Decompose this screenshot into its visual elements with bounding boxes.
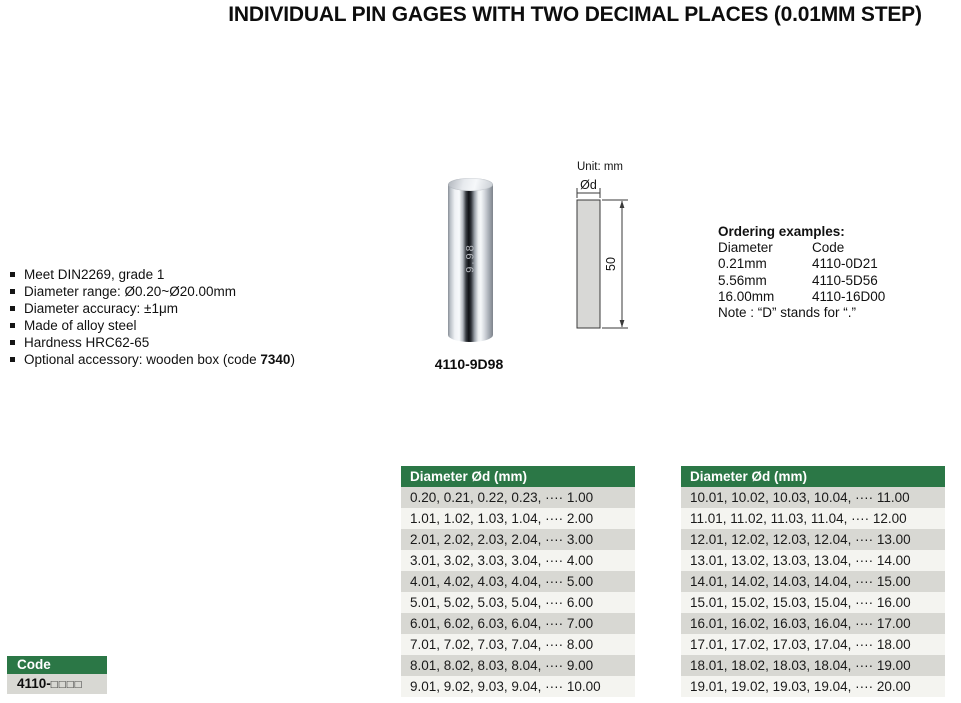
table-row: 8.01, 8.02, 8.03, 8.04, ···· 9.00 — [401, 655, 635, 676]
ordering-row: 16.00mm 4110-16D00 — [718, 288, 886, 304]
table-row: 10.01, 10.02, 10.03, 10.04, ···· 11.00 — [681, 487, 945, 508]
table-row: 6.01, 6.02, 6.03, 6.04, ···· 7.00 — [401, 613, 635, 634]
table-row: 14.01, 14.02, 14.03, 14.04, ···· 15.00 — [681, 571, 945, 592]
dimension-drawing — [563, 154, 635, 340]
code-box-header: Code — [7, 656, 107, 674]
product-code-label: 4110-9D98 — [434, 356, 504, 372]
diameter-dim-label: Ød — [580, 178, 597, 192]
table-row: 3.01, 3.02, 3.03, 3.04, ···· 4.00 — [401, 550, 635, 571]
table-header: Diameter Ød (mm) — [681, 466, 945, 487]
bullet-square-icon — [10, 272, 15, 277]
pin-outline-rect — [577, 200, 600, 328]
bullet-square-icon — [10, 340, 15, 345]
table-row: 19.01, 19.02, 19.03, 19.04, ···· 20.00 — [681, 676, 945, 697]
ordering-row: 0.21mm 4110-0D21 — [718, 256, 878, 272]
table-row: 1.01, 1.02, 1.03, 1.04, ···· 2.00 — [401, 508, 635, 529]
feature-item: Meet DIN2269, grade 1 — [8, 266, 295, 283]
feature-item: Diameter range: Ø0.20~Ø20.00mm — [8, 283, 295, 300]
table-row: 11.01, 11.02, 11.03, 11.04, ···· 12.00 — [681, 508, 945, 529]
table-row: 18.01, 18.02, 18.03, 18.04, ···· 19.00 — [681, 655, 945, 676]
feature-list — [8, 266, 295, 368]
ordering-column-header: Diameter Code — [718, 240, 845, 256]
table-body — [681, 487, 945, 697]
accessory-code: 7340 — [260, 352, 291, 367]
table-header: Diameter Ød (mm) — [401, 466, 635, 487]
table-row: 0.20, 0.21, 0.22, 0.23, ···· 1.00 — [401, 487, 635, 508]
feature-item: Hardness HRC62-65 — [8, 334, 295, 351]
arrow-down-icon — [620, 320, 625, 328]
bullet-square-icon — [10, 357, 15, 362]
table-row: 13.01, 13.02, 13.03, 13.04, ···· 14.00 — [681, 550, 945, 571]
table-row: 16.01, 16.02, 16.03, 16.04, ···· 17.00 — [681, 613, 945, 634]
table-row: 4.01, 4.02, 4.03, 4.04, ···· 5.00 — [401, 571, 635, 592]
ordering-examples — [718, 224, 885, 321]
ordering-heading: Ordering examples: — [718, 224, 845, 239]
table-row: 12.01, 12.02, 12.03, 12.04, ···· 13.00 — [681, 529, 945, 550]
table-row: 17.01, 17.02, 17.03, 17.04, ···· 18.00 — [681, 634, 945, 655]
table-row: 2.01, 2.02, 2.03, 2.04, ···· 3.00 — [401, 529, 635, 550]
table-row: 15.01, 15.02, 15.03, 15.04, ···· 16.00 — [681, 592, 945, 613]
arrow-up-icon — [620, 201, 625, 209]
bullet-square-icon — [10, 323, 15, 328]
table-body — [401, 487, 635, 697]
table-row: 7.01, 7.02, 7.03, 7.04, ···· 8.00 — [401, 634, 635, 655]
feature-item: Optional accessory: wooden box (code 7340) — [8, 351, 295, 368]
length-dim-label: 50 — [604, 257, 618, 271]
code-box — [7, 656, 107, 694]
diameter-table-1 — [401, 466, 635, 697]
code-placeholder-squares: □□□□ — [50, 679, 83, 691]
pin-engraving: 9.98 — [464, 243, 477, 273]
ordering-note: Note : “D” stands for “.” — [718, 305, 857, 321]
unit-label: Unit: mm — [577, 161, 623, 173]
ordering-row: 5.56mm 4110-5D56 — [718, 272, 878, 288]
pin-top-face — [448, 178, 493, 191]
feature-item: Made of alloy steel — [8, 317, 295, 334]
diameter-table-2 — [681, 466, 945, 697]
page-title: INDIVIDUAL PIN GAGES WITH TWO DECIMAL PLACES (0.01MM STEP) — [228, 3, 922, 26]
bullet-square-icon — [10, 289, 15, 294]
table-row: 5.01, 5.02, 5.03, 5.04, ···· 6.00 — [401, 592, 635, 613]
table-row: 9.01, 9.02, 9.03, 9.04, ···· 10.00 — [401, 676, 635, 697]
code-box-value: 4110-□□□□ — [7, 674, 107, 694]
bullet-square-icon — [10, 306, 15, 311]
feature-item: Diameter accuracy: ±1μm — [8, 300, 295, 317]
